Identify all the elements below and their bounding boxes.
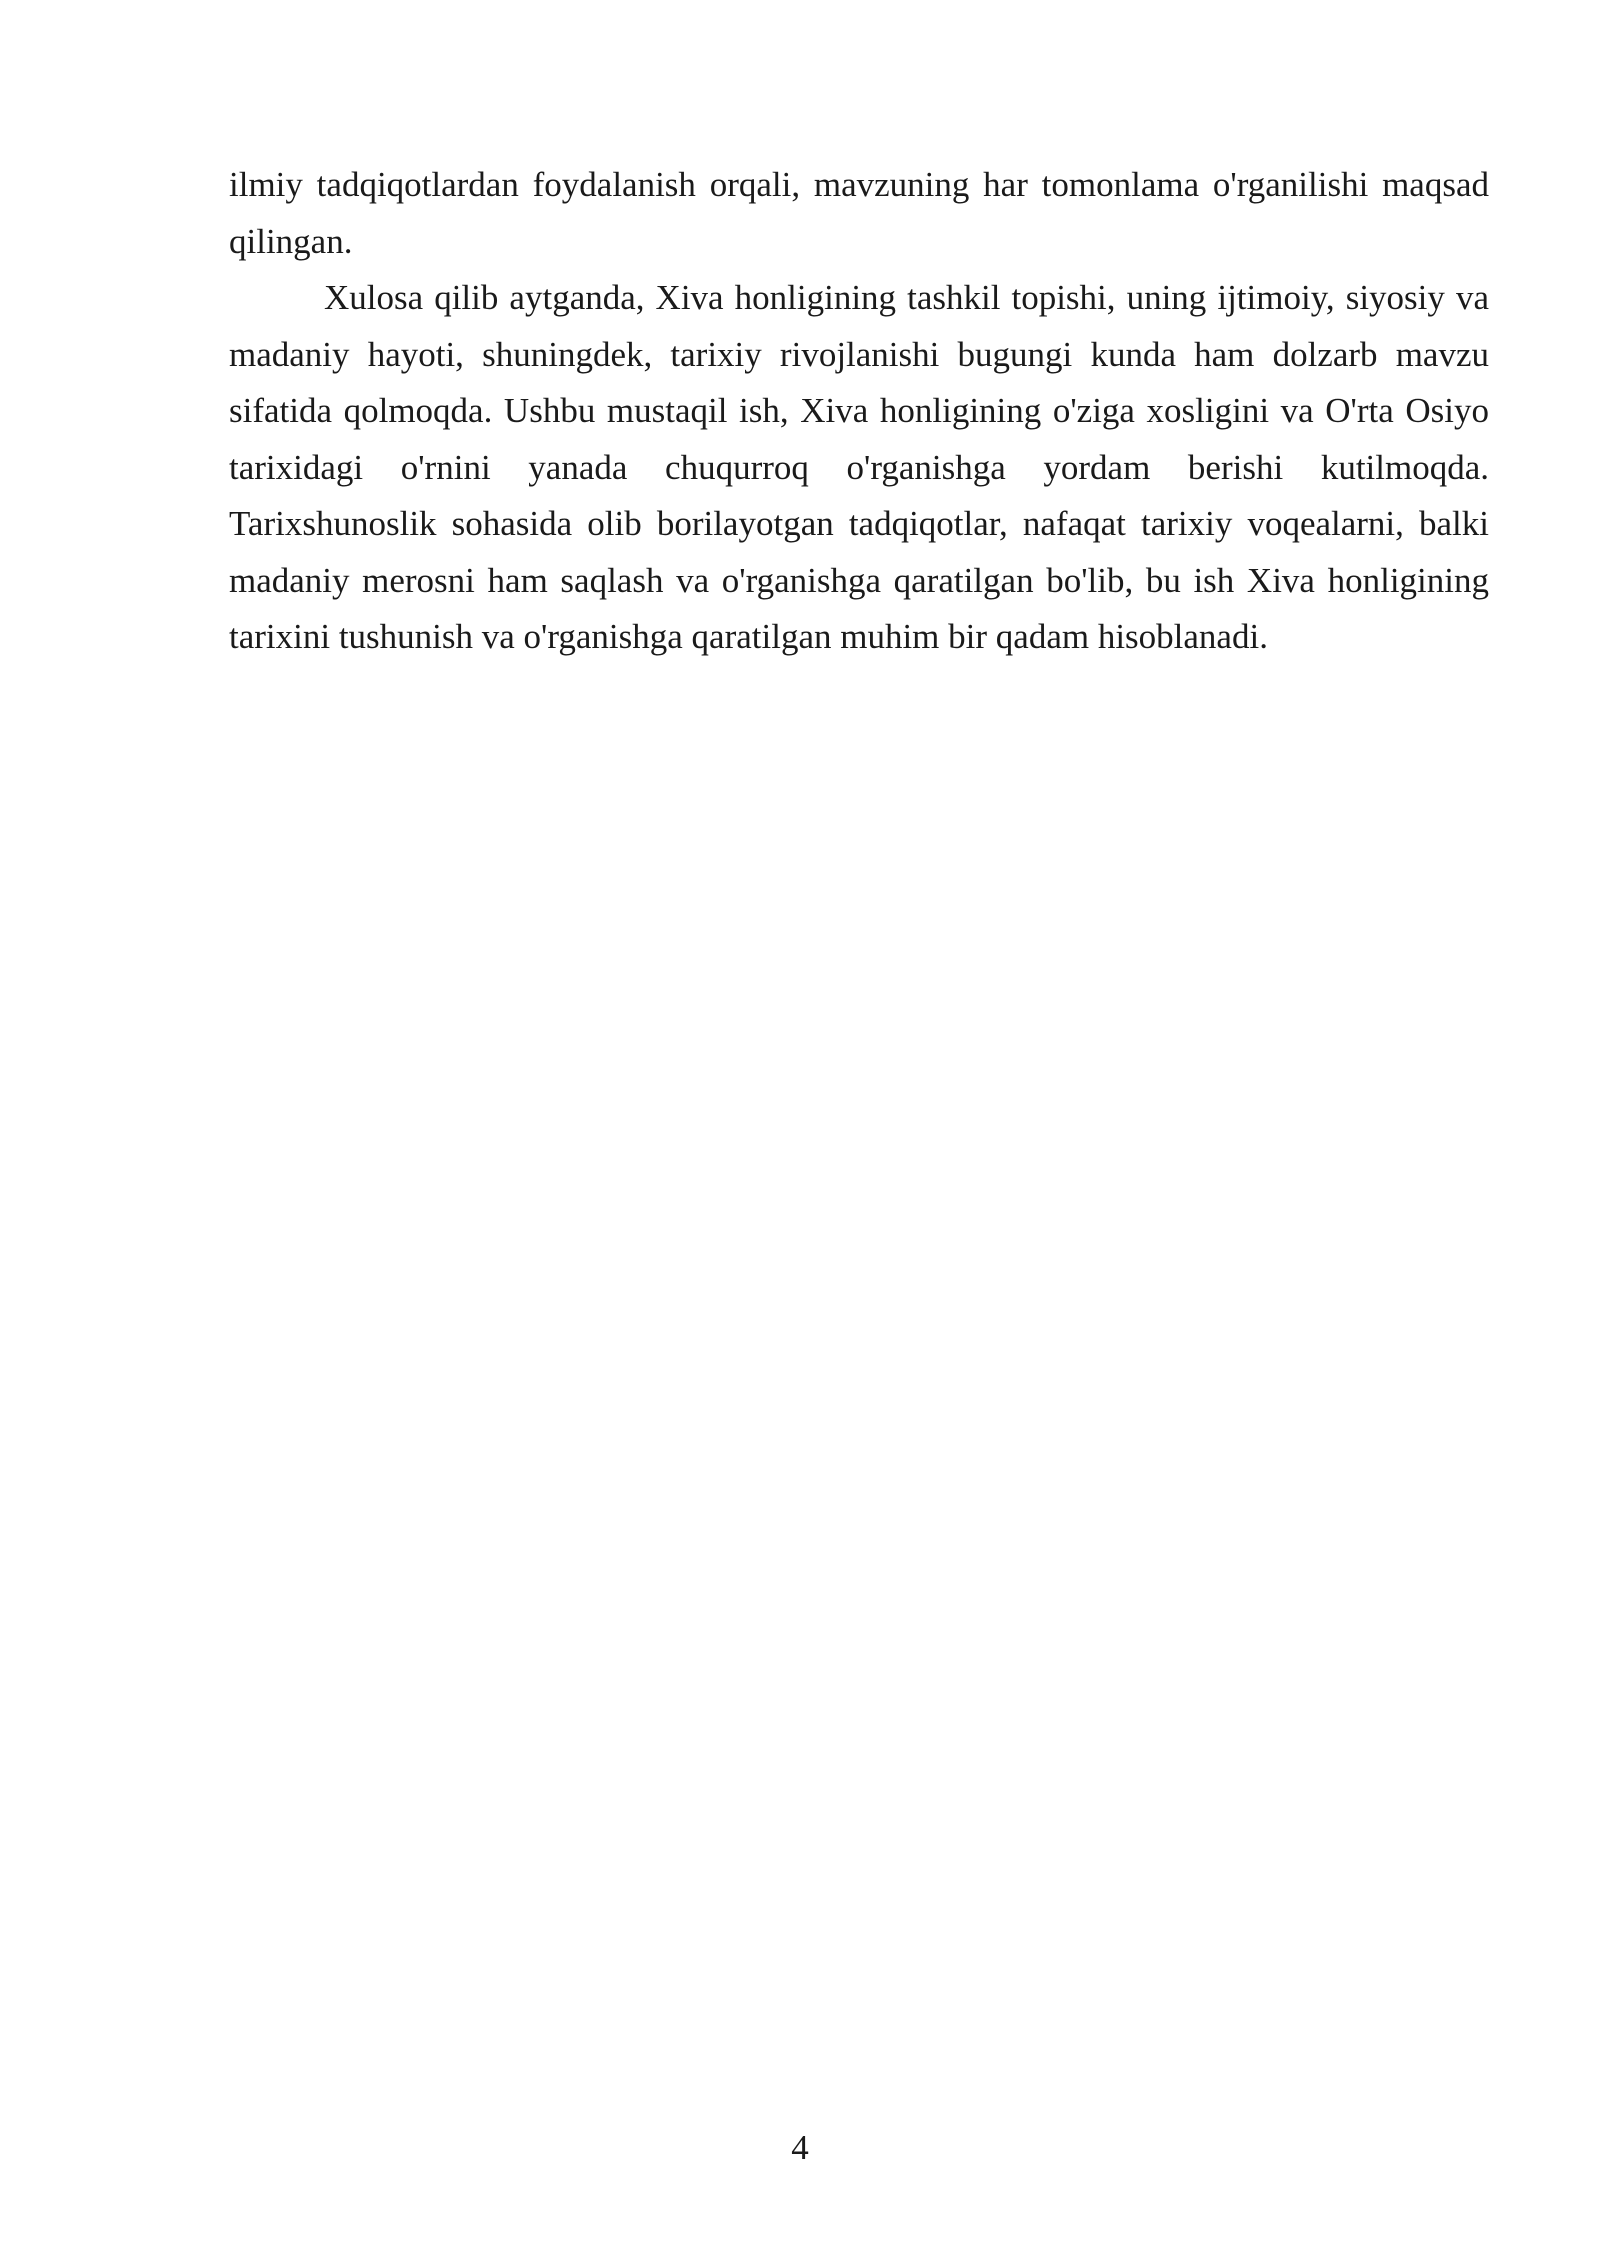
paragraph-conclusion: Xulosa qilib aytganda, Xiva honligining tashkil topishi, uning ijtimoiy, siyosiy va madaniy hayoti, shuningdek, tarixiy rivojlanishi bugungi kunda ham dolzarb mavzu sifatida qolmoqda. Ushbu mustaqil ish, Xiva honligining o'ziga xosligini va O'rta Osiyo tarixidagi o'rnini yanada chuqurroq o'rganishga yordam berishi kutilmoqda. Tarixshunoslik sohasida olib borilayotgan tadqiqotlar, nafaqat tarixiy voqealarni, balki madaniy merosni ham saqlash va o'rganishga qaratilgan bo'lib, bu ish Xiva honligining tarixini tushunish va o'rganishga qaratilgan muhim bir qadam hisoblanadi. bbox=[229, 278, 1489, 656]
paragraph-continuation: ilmiy tadqiqotlardan foydalanish orqali, mavzuning har tomonlama o'rganilishi maqsad qilingan. bbox=[229, 165, 1489, 261]
page-number: 4 bbox=[791, 2128, 809, 2167]
body-text bbox=[229, 157, 1489, 666]
